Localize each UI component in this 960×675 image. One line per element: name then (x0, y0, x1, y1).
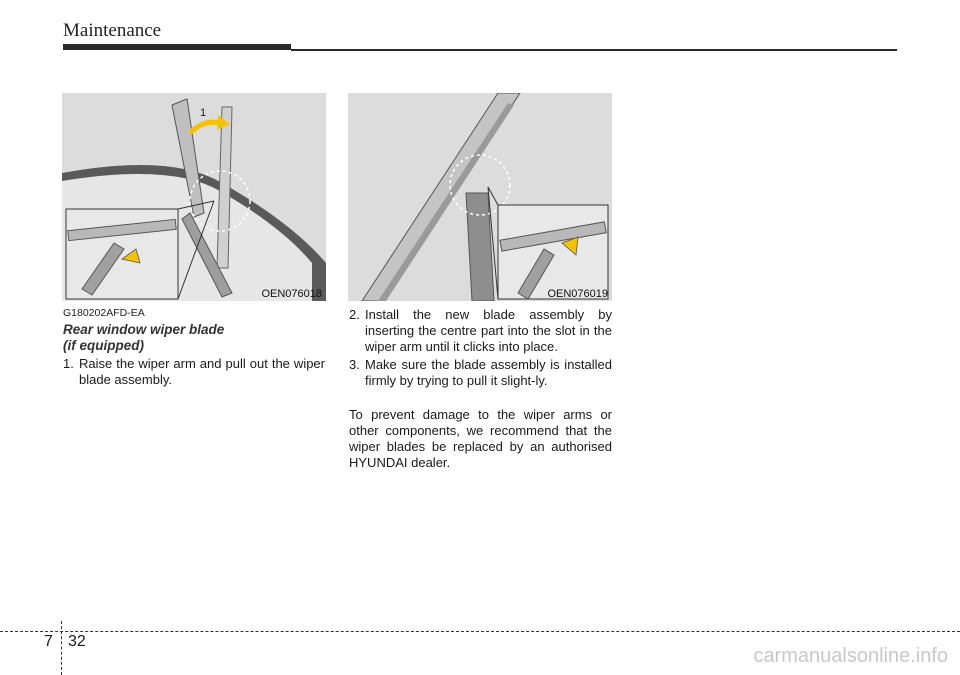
step-3 (349, 357, 612, 389)
page-header-title: Maintenance (63, 20, 162, 41)
section-title-line2: (if equipped) (63, 338, 144, 353)
document-code: G180202AFD-EA (63, 307, 145, 319)
header-rule-thick (63, 44, 291, 50)
chapter-number: 7 (44, 633, 53, 650)
step-number: 2. (349, 307, 360, 322)
figure-code: OEN076019 (547, 288, 608, 300)
step-2 (349, 307, 612, 355)
dealer-note: To prevent damage to the wiper arms or other components, we recommend that the wiper blades be replaced by an authorised HYUNDAI dealer. (349, 407, 612, 470)
arrow-label: 1 (200, 107, 207, 119)
figure-rear-wiper-raise (62, 93, 326, 301)
step-text: Make sure the blade assembly is installed firmly by trying to pull it slight-ly. (365, 357, 612, 388)
figure-code: OEN076018 (261, 288, 322, 300)
step-text: Raise the wiper arm and pull out the wiper blade assembly. (79, 356, 325, 387)
footer-rule (0, 631, 960, 632)
wiper-raise-illustration (62, 93, 326, 301)
step-1 (63, 356, 325, 388)
section-title (63, 322, 224, 354)
step-text: Install the new blade assembly by inserting the centre part into the slot in the wiper arm until it clicks into place. (365, 307, 612, 354)
watermark: carmanualsonline.info (753, 645, 948, 667)
blade-install-illustration (348, 93, 612, 301)
header-rule-thin (291, 49, 897, 51)
footer-divider (61, 621, 62, 675)
step-number: 1. (63, 356, 74, 371)
page-number: 32 (68, 633, 86, 650)
figure-blade-install (348, 93, 612, 301)
step-number: 3. (349, 357, 360, 372)
section-title-line1: Rear window wiper blade (63, 322, 225, 337)
